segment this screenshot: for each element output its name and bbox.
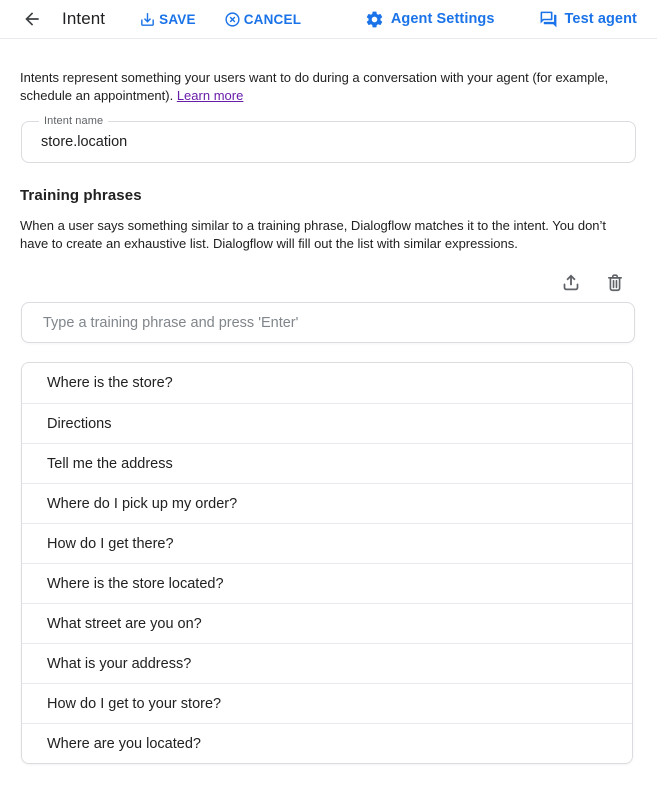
upload-button[interactable]: [559, 270, 583, 294]
save-icon: [139, 11, 156, 28]
training-phrase-row[interactable]: [22, 483, 632, 523]
phrase-text: Where is the store located?: [47, 575, 224, 592]
training-phrases-list: [21, 362, 633, 764]
training-phrases-description: When a user says something similar to a training phrase, Dialogflow matches it to the intent. You don’t have to create an exhaustive list. Dialogflow will fill out the list with similar expressions.: [20, 218, 607, 251]
phrase-actions: [0, 270, 627, 294]
training-phrase-row[interactable]: [22, 443, 632, 483]
training-phrase-row[interactable]: [22, 723, 632, 763]
page-title: Intent: [62, 9, 106, 28]
save-button-label: SAVE: [159, 11, 196, 27]
phrase-text: Tell me the address: [47, 455, 173, 472]
learn-more-link[interactable]: Learn more: [176, 88, 244, 103]
training-phrase-input[interactable]: [21, 302, 635, 343]
training-phrase-row[interactable]: [22, 363, 632, 403]
topbar: [0, 0, 657, 39]
phrase-text: How do I get to your store?: [47, 695, 222, 712]
training-phrase-row[interactable]: [22, 563, 632, 603]
phrase-text: How do I get there?: [47, 535, 174, 552]
phrase-text: Directions: [47, 415, 112, 432]
intent-name-field: [21, 115, 636, 163]
intent-name-input[interactable]: [22, 122, 635, 162]
training-phrase-row[interactable]: [22, 403, 632, 443]
intro-sentence: Intents represent something your users want to do during a conversation with your agent (for example, schedule an appointment).: [20, 70, 609, 103]
chat-bubbles-icon: [539, 10, 558, 29]
arrow-back-icon: [22, 9, 42, 29]
training-phrase-row[interactable]: [22, 603, 632, 643]
test-agent-button[interactable]: [539, 10, 637, 29]
upload-icon: [560, 271, 582, 293]
trash-icon: [604, 271, 626, 293]
phrase-text: Where do I pick up my order?: [47, 495, 238, 512]
phrase-text: Where are you located?: [47, 735, 201, 752]
agent-settings-label: Agent Settings: [390, 11, 495, 27]
back-button[interactable]: [20, 7, 44, 31]
delete-button[interactable]: [603, 270, 627, 294]
training-phrase-row[interactable]: [22, 683, 632, 723]
cancel-button[interactable]: [224, 11, 301, 28]
intro-text: [20, 69, 637, 105]
phrase-text: What street are you on?: [47, 615, 202, 632]
agent-settings-button[interactable]: [365, 10, 495, 29]
intent-name-label: Intent name: [39, 115, 108, 127]
cancel-button-label: CANCEL: [243, 11, 302, 27]
test-agent-label: Test agent: [564, 11, 637, 27]
phrase-text: What is your address?: [47, 655, 192, 672]
save-button[interactable]: [139, 11, 196, 28]
topbar-right: [365, 10, 637, 29]
phrase-input-wrap: [21, 302, 635, 343]
cancel-icon: [224, 11, 241, 28]
training-phrase-row[interactable]: [22, 523, 632, 563]
gear-icon: [365, 10, 384, 29]
training-phrases-heading: Training phrases: [20, 187, 142, 204]
phrase-text: Where is the store?: [47, 375, 173, 391]
training-phrase-row[interactable]: [22, 643, 632, 683]
